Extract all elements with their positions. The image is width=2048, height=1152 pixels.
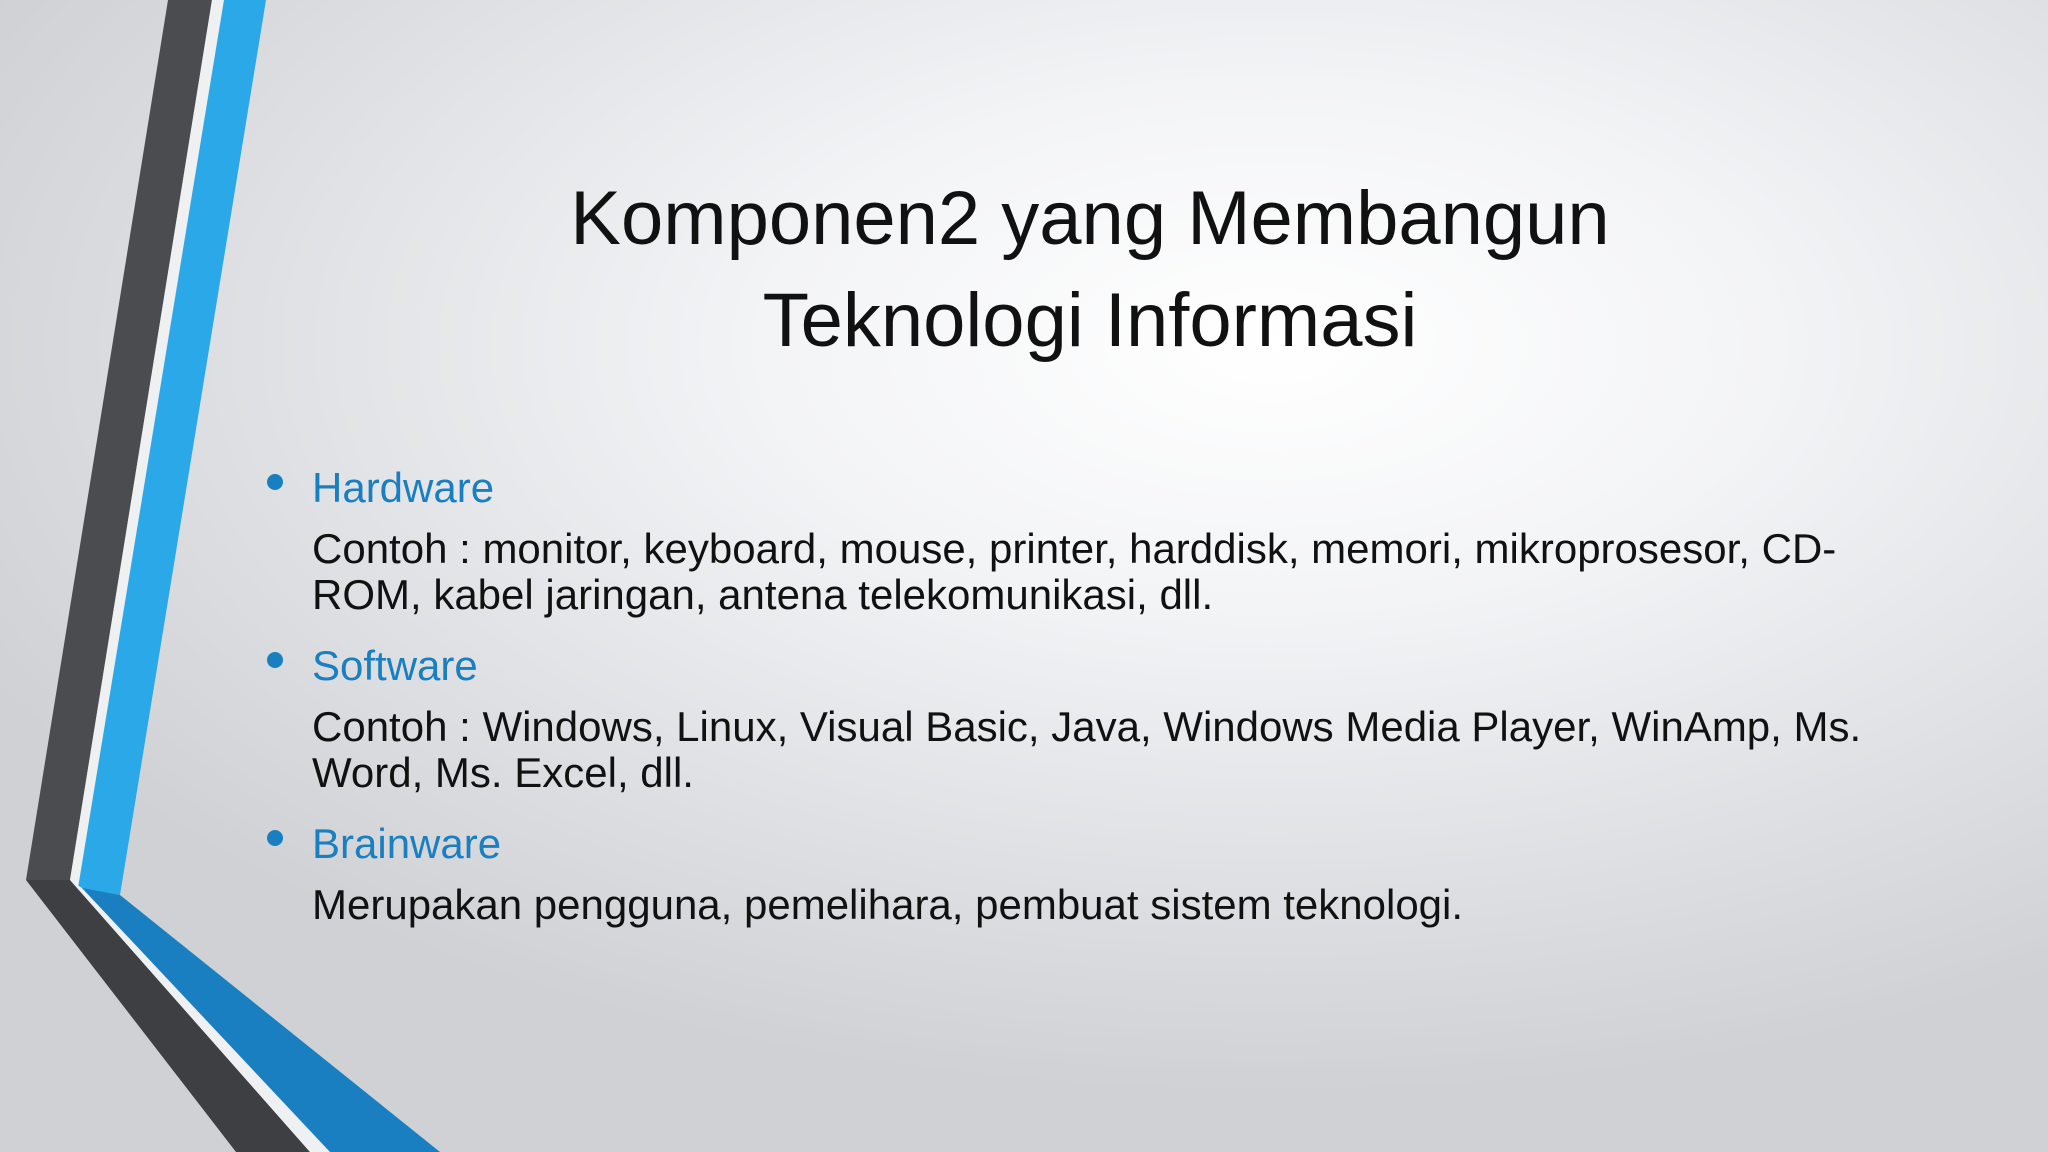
bullet-icon bbox=[267, 474, 283, 490]
list-item-hardware bbox=[262, 460, 1922, 618]
bullet-list bbox=[262, 460, 1922, 948]
item-description: Merupakan pengguna, pemelihara, pembuat sistem teknologi. bbox=[312, 881, 1464, 928]
bullet-icon bbox=[267, 830, 283, 846]
slide-title bbox=[290, 168, 1890, 372]
item-heading: Hardware bbox=[312, 464, 495, 511]
item-description: Contoh : Windows, Linux, Visual Basic, Java, Windows Media Player, WinAmp, Ms. Word, Ms. Excel, dll. bbox=[312, 703, 1862, 796]
title-line-1: Komponen2 yang Membangun bbox=[570, 176, 1610, 261]
item-heading: Brainware bbox=[312, 820, 502, 867]
title-line-2: Teknologi Informasi bbox=[762, 278, 1418, 363]
list-item-brainware bbox=[262, 816, 1922, 928]
list-item-software bbox=[262, 638, 1922, 796]
bullet-icon bbox=[267, 652, 283, 668]
item-heading: Software bbox=[312, 642, 478, 689]
item-description: Contoh : monitor, keyboard, mouse, printer, harddisk, memori, mikroprosesor, CD-ROM, kabel jaringan, antena telekomunikasi, dll. bbox=[312, 525, 1837, 618]
